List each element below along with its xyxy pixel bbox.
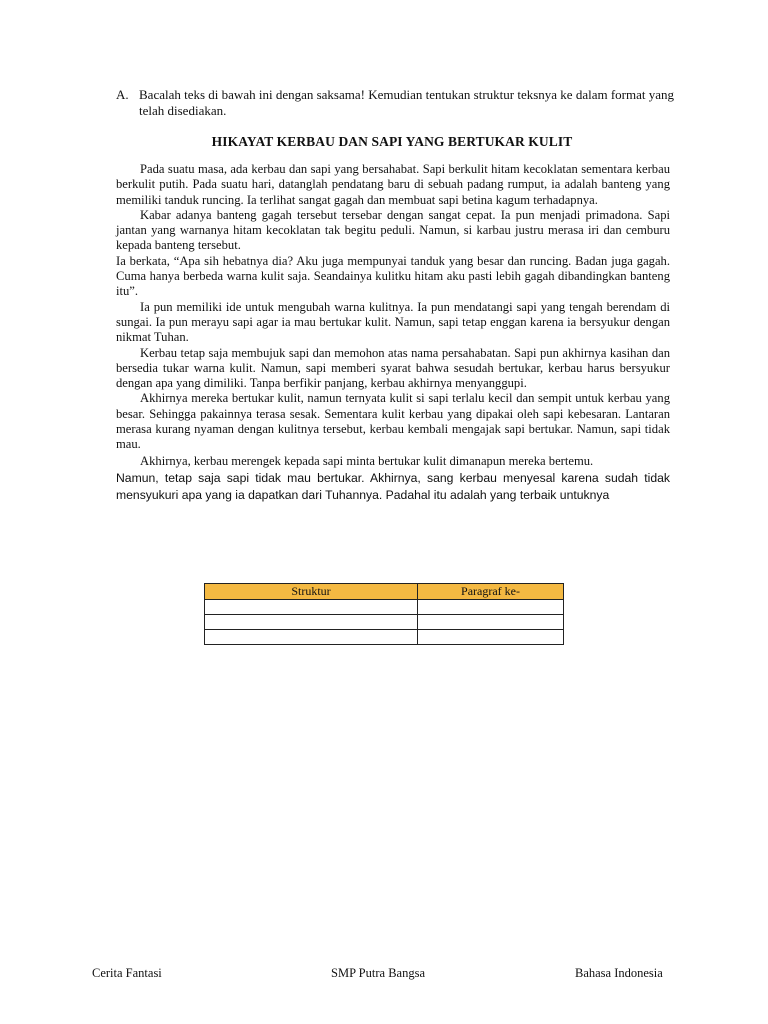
paragraph-6: Akhirnya mereka bertukar kulit, namun ternyata kulit si sapi terlalu kecil dan sempit untuk kerbau yang besar. Sehingga pakainnya terasa sesak. Sementara kulit kerbau yang dipakai oleh sapi kebesaran. Lantaran merasa kurang nyaman dengan kulitnya tersebut, kerbau kembali mengajak sapi bertukar. Namun, sapi tidak mau. [116, 391, 670, 452]
table-row [205, 615, 564, 630]
footer-center: SMP Putra Bangsa [331, 966, 425, 980]
story-title: HIKAYAT KERBAU DAN SAPI YANG BERTUKAR KULIT [211, 134, 573, 149]
table-cell[interactable] [418, 600, 564, 615]
table-header-row [205, 584, 564, 600]
footer-right: Bahasa Indonesia [575, 966, 663, 980]
table-cell[interactable] [418, 630, 564, 645]
table-row [205, 600, 564, 615]
paragraph-8: Namun, tetap saja sapi tidak mau bertukar. Akhirnya, sang kerbau menyesal karena sudah tidak mensyukuri apa yang ia dapatkan dari Tuhannya. Padahal itu adalah yang terbaik untuknya [116, 470, 670, 502]
paragraph-1: Pada suatu masa, ada kerbau dan sapi yang bersahabat. Sapi berkulit hitam kecoklatan sementara kerbau berkulit putih. Pada suatu hari, datanglah pendatang baru di sebuah padang rumput, ia adalah banteng yang memiliki tanduk runcing. Ia terlihat sangat gagah dan membuat sapi betina kagum terhadapnya. [116, 162, 670, 207]
header-paragraf: Paragraf ke- [418, 584, 564, 600]
table-row [205, 630, 564, 645]
table-cell[interactable] [418, 615, 564, 630]
paragraph-4: Ia pun memiliki ide untuk mengubah warna kulitnya. Ia pun mendatangi sapi yang tengah berendam di sungai. Ia pun merayu sapi agar ia mau bertukar kulit. Namun, sapi tetap enggan karena ia bersyukur dengan nikmat Tuhan. [116, 299, 670, 345]
table-cell[interactable] [205, 600, 418, 615]
instruction-letter: A. [116, 87, 129, 102]
paragraph-5: Kerbau tetap saja membujuk sapi dan memohon atas nama persahabatan. Sapi pun akhirnya kasihan dan bersedia tukar warna kulit. Namun, sapi memberi syarat bahwa sesudah bertukar, kerbau harus bersyukur dengan apa yang dimiliki. Tanpa berfikir panjang, kerbau akhirnya menyanggupi. [116, 345, 670, 391]
table-cell[interactable] [205, 630, 418, 645]
table-cell[interactable] [205, 615, 418, 630]
story-body [116, 162, 670, 504]
structure-table [204, 583, 564, 645]
footer-left: Cerita Fantasi [92, 966, 162, 980]
instruction-text: Bacalah teks di bawah ini dengan saksama! Kemudian tentukan struktur teksnya ke dalam format yang telah disediakan. [139, 87, 674, 118]
instruction [116, 87, 676, 119]
header-struktur: Struktur [205, 584, 418, 600]
paragraph-7: Akhirnya, kerbau merengek kepada sapi minta bertukar kulit dimanapun mereka bertemu. [140, 453, 594, 468]
paragraph-2: Kabar adanya banteng gagah tersebut tersebar dengan sangat cepat. Ia pun menjadi primadona. Sapi jantan yang warnanya hitam kecoklatan tak begitu peduli. Namun, si karbau justru merasa iri dan cemburu kepada banteng tersebut. [116, 207, 670, 253]
paragraph-3: Ia berkata, “Apa sih hebatnya dia? Aku juga mempunyai tanduk yang besar dan runcing. Badan juga gagah. Cuma hanya berbeda warna kulit saja. Seandainya kulitku hitam aku pasti lebih gagah dibandingkan banteng itu”. [116, 253, 670, 299]
